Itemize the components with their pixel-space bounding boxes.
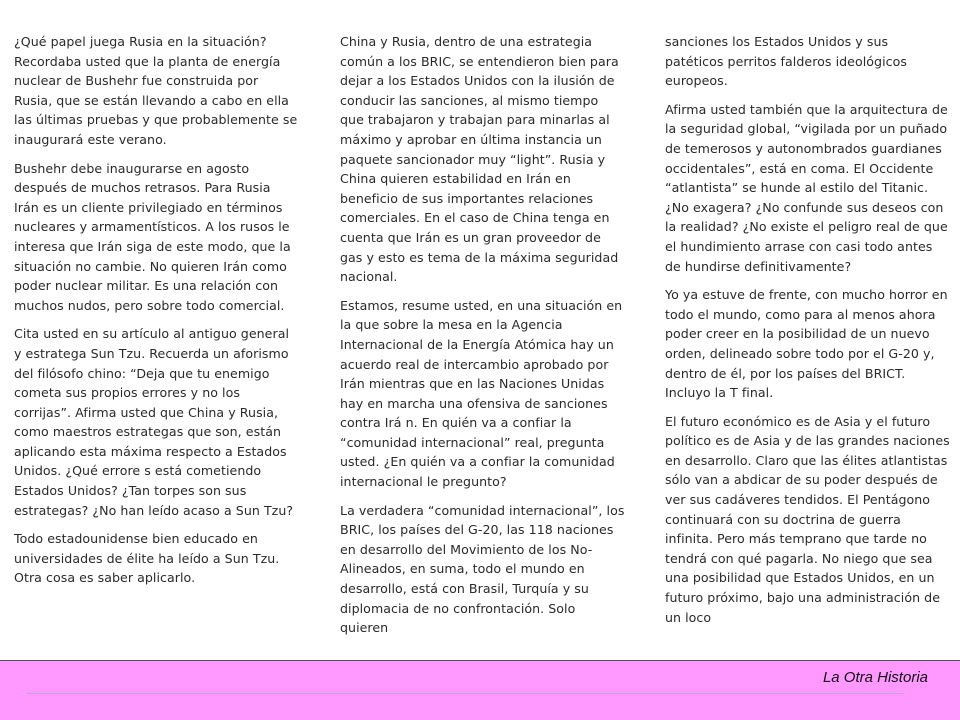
footer-divider — [26, 693, 904, 694]
text-column-3 — [665, 32, 950, 636]
paragraph: Cita usted en su artículo al antiguo general y estratega Sun Tzu. Recuerda un aforismo del filósofo chino: “Deja que tu enemigo cometa sus propios errores y no los corrijas”. Afirma usted que China y Rusia, como maestros estrategas que son, están aplicando esta máxima respecto a Estados Unidos. ¿Qué errore s está cometiendo Estados Unidos? ¿Tan torpes son sus estrategas? ¿No han leído acaso a Sun Tzu? — [14, 326, 294, 518]
paragraph: China y Rusia, dentro de una estrategia común a los BRIC, se entendieron bien para dejar a los Estados Unidos con la ilusión de conducir las sanciones, al mismo tiempo que trabajaron y trabajan para minarlas al máximo y aprobar en última instancia un paquete sancionador muy “light”. Rusia y China quieren estabilidad en Irán en beneficio de sus importantes relaciones comerciales. En el caso de China tenga en cuenta que Irán es un gran proveedor de gas y esto es tema de la máxima seguridad nacional. — [340, 34, 619, 285]
text-column-2 — [340, 32, 625, 647]
paragraph: Todo estadounidense bien educado en universidades de élite ha leído a Sun Tzu. Otra cosa es saber aplicarlo. — [14, 531, 280, 586]
paragraph: Yo ya estuve de frente, con mucho horror en todo el mundo, como para al menos ahora poder creer en la posibilidad de un nuevo orden, delineado sobre todo por el G-20 y, dentro de él, por los países del BRICT. Incluyo la T final. — [665, 287, 948, 401]
paragraph: Bushehr debe inaugurarse en agosto después de muchos retrasos. Para Rusia Irán es un cliente privilegiado en términos nucleares y armamentísticos. A los rusos le interesa que Irán siga de este modo, que la situación no cambie. No quieren Irán como poder nuclear militar. Es una relación con muchos nudos, pero sobre todo comercial. — [14, 160, 291, 313]
paragraph: La verdadera “comunidad internacional”, los BRIC, los países del G-20, las 118 naciones en desarrollo del Movimiento de los No-Alineados, en suma, todo el mundo en desarrollo, está con Brasil, Turquía y su diplomacia de no confrontación. Solo quieren — [340, 502, 625, 636]
paragraph: sanciones los Estados Unidos y sus patéticos perritos falderos ideológicos europeos. — [665, 34, 907, 89]
footer-bar — [0, 660, 960, 720]
footer-title: La Otra Historia — [822, 669, 928, 686]
paragraph: Estamos, resume usted, en una situación en la que sobre la mesa en la Agencia Internacional de la Energía Atómica hay un acuerdo real de intercambio aprobado por Irán mientras que en las Naciones Unidas hay en marcha una ofensiva de sanciones contra Irá n. En quién va a confiar la “comunidad internacional” real, pregunta usted. ¿En quién va a confiar la comunidad internacional le pregunto? — [340, 297, 623, 490]
text-column-1 — [14, 32, 299, 597]
paragraph: Afirma usted también que la arquitectura de la seguridad global, “vigilada por un puñado de temerosos y autonombrados guardianes occidentales”, está en coma. El Occidente “atlantista” se hunde al estilo del Titanic. ¿No exagera? ¿No confunde sus deseos con la realidad? ¿No existe el peligro real de que el hundimiento arrase con casi todo antes de hundirse definitivamente? — [665, 101, 948, 274]
paragraph: ¿Qué papel juega Rusia en la situación? Recordaba usted que la planta de energía nuclear de Bushehr fue construida por Rusia, que se están llevando a cabo en ella las últimas pruebas y que probablemente se inaugurará este verano. — [14, 34, 298, 147]
paragraph: El futuro económico es de Asia y el futuro político es de Asia y de las grandes naciones en desarrollo. Claro que las élites atlantistas sólo van a abdicar de su poder después de ver sus cadáveres tendidos. El Pentágono continuará con su doctrina de guerra infinita. Pero más temprano que tarde no tendrá con qué pagarla. No niego que sea una posibilidad que Estados Unidos, en un futuro próximo, bajo una administración de un loco — [665, 413, 950, 625]
